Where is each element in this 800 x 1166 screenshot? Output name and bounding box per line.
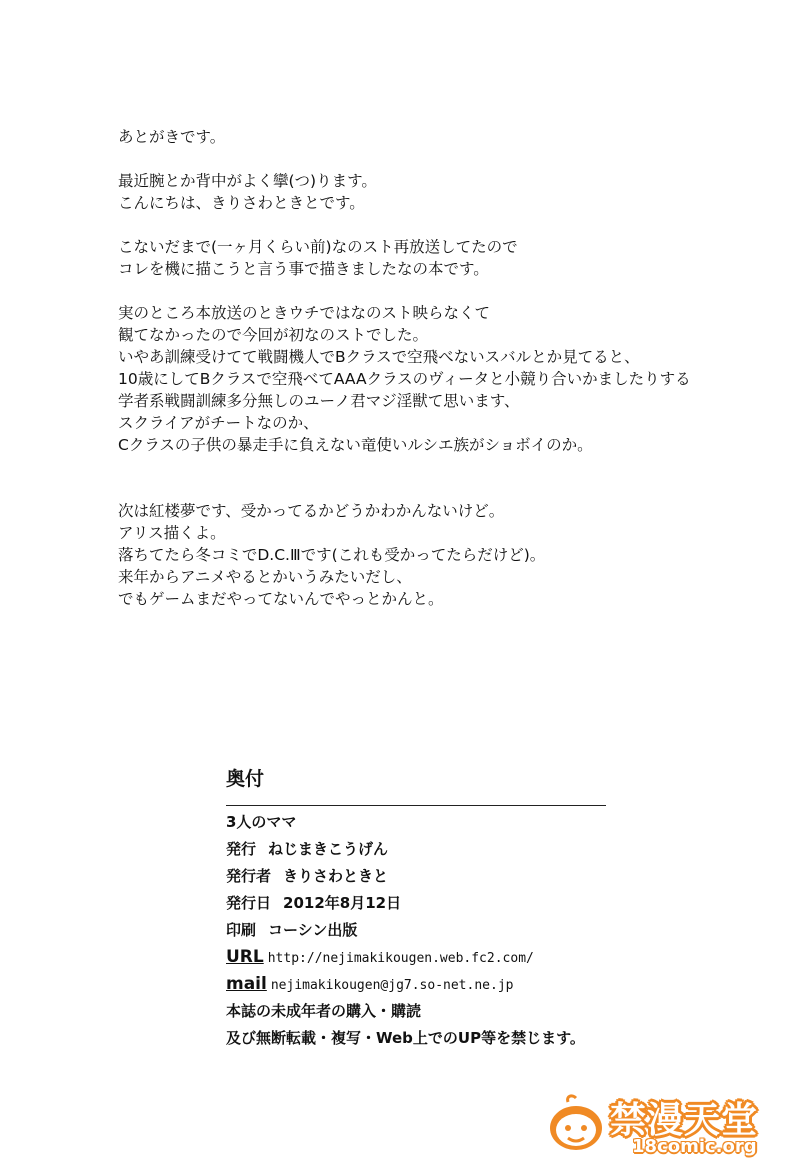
afterword-line: あとがきです。 (118, 128, 226, 146)
mail-label: mail (226, 974, 267, 994)
date-row (226, 890, 746, 917)
afterword-line: 実のところ本放送のときウチではなのスト映らなくて (118, 304, 491, 322)
watermark-logo (546, 1086, 796, 1162)
afterword-line: 落ちてたら冬コミでD.C.Ⅲです(これも受かってたらだけど)。 (118, 546, 546, 564)
afterword-line: こんにちは、きりさわときとです。 (118, 194, 365, 212)
url-label: URL (226, 947, 264, 967)
date-label: 発行日 (226, 894, 272, 912)
afterword-line: 来年からアニメやるとかいうみたいだし、 (118, 568, 412, 586)
colophon-title: 奥付 (226, 768, 265, 790)
afterword-line: 観てなかったので今回が初なのストでした。 (118, 326, 429, 344)
afterword-line: こないだまで(一ヶ月くらい前)なのスト再放送してたので (118, 238, 518, 256)
afterword-line: アリス描くよ。 (118, 524, 226, 542)
printer-value: コーシン出版 (268, 921, 358, 939)
book-title: 3人のママ (226, 813, 297, 831)
printer-label: 印刷 (226, 921, 257, 939)
mascot-icon (546, 1094, 606, 1154)
afterword-line: コレを機に描こうと言う事で描きましたなの本です。 (118, 260, 489, 278)
afterword-line: スクライアがチートなのか、 (118, 414, 319, 432)
paragraph-gap (118, 148, 718, 170)
issuer-row (226, 863, 746, 890)
issuer-label: 発行者 (226, 867, 272, 885)
afterword-line: 最近腕とか背中がよく攣(つ)ります。 (118, 172, 377, 190)
afterword-line: でもゲームまだやってないんでやっとかんと。 (118, 590, 444, 608)
colophon-divider (226, 805, 606, 806)
notice-line-1: 本誌の未成年者の購入・購読 (226, 1002, 422, 1020)
url-link[interactable]: http://nejimakikougen.web.fc2.com/ (267, 951, 534, 966)
afterword (118, 126, 718, 610)
paragraph-gap (118, 456, 718, 500)
issuer-value: きりさわときと (283, 867, 389, 885)
date-value: 2012年8月12日 (283, 894, 402, 912)
paragraph-gap (118, 214, 718, 236)
afterword-line: Cクラスの子供の暴走手に負えない竜使いルシエ族がショボイのか。 (118, 436, 593, 454)
afterword-line: いやあ訓練受けてて戦闘機人でBクラスで空飛べないスバルとか見てると、 (118, 348, 640, 366)
publisher-value: ねじまきこうげん (268, 840, 389, 858)
afterword-line: 学者系戦闘訓練多分無しのユーノ君マジ淫獣て思います、 (118, 392, 520, 410)
afterword-line: 次は紅楼夢です、受かってるかどうかわかんないけど。 (118, 502, 505, 520)
colophon (226, 764, 746, 1052)
publisher-row (226, 836, 746, 863)
watermark-title: 禁漫天堂 (610, 1100, 759, 1141)
printer-row (226, 917, 746, 944)
publisher-label: 発行 (226, 840, 257, 858)
watermark-site: 18comic.org (632, 1136, 757, 1157)
mail-row (226, 971, 746, 998)
url-row (226, 944, 746, 971)
afterword-line: 10歳にしてBクラスで空飛べてAAAクラスのヴィータと小競り合いかましたりする (118, 370, 691, 388)
paragraph-gap (118, 280, 718, 302)
mail-link[interactable]: nejimakikougen@jg7.so-net.ne.jp (270, 978, 514, 993)
notice-line-2: 及び無断転載・複写・Web上でのUP等を禁じます。 (226, 1029, 585, 1047)
